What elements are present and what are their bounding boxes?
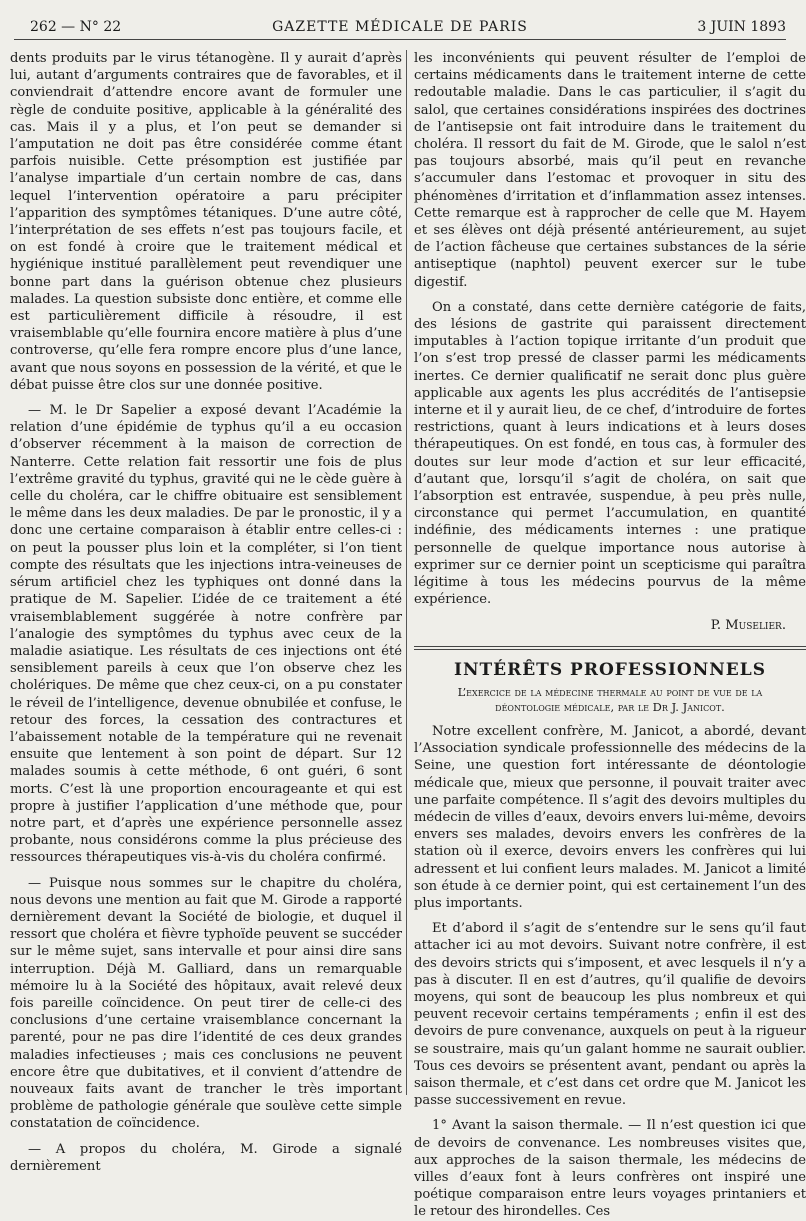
paragraph: 1° Avant la saison thermale. — Il n’est question ici que de devoirs de convenance. Les nombreuses visites que, aux approches de la saison thermale, les médecins de villes d’eaux font à leurs confrères ont inspiré une poétique comparaison entre leurs voyages printaniers et le retour des hirondelles. Ces: [414, 1118, 806, 1220]
left-column: [10, 50, 402, 1174]
page-header: [14, 14, 786, 40]
section-divider: [414, 646, 806, 650]
paragraph: Notre excellent confrère, M. Janicot, a abordé, devant l’Association syndicale professionnelle des médecins de la Seine, une question fort intéressante de déontologie médicale que, mieux que personne, il pouvait traiter avec une parfaite compétence. Il s’agit des devoirs multiples du médecin de villes d’eaux, devoirs envers lui-même, devoirs envers ses malades, devoirs envers les confrères de la station où il exerce, devoirs envers les confrères qui lui adressent et lui confient leurs malades. M. Janicot a limité son étude à ce dernier point, qui est certainement l’un des plus importants.: [414, 723, 806, 911]
article-subtitle: [414, 685, 806, 715]
subtitle-line: L’exercice de la médecine thermale au point de vue de la: [457, 684, 763, 699]
journal-title: GAZETTE MÉDICALE DE PARIS: [272, 19, 528, 35]
paragraph: les inconvénients qui peuvent résulter de l’emploi de certains médicaments dans le traitement interne de cette redoutable maladie. Dans le cas particulier, il s’agit du salol, que certaines considérations inspirées des doctrines de l’antisepsie ont fait introduire dans le traitement du choléra. Il ressort du fait de M. Girode, que le salol n’est pas toujours absorbé, mais qu’il peut en revanche s’accumuler dans l’estomac et provoquer in situ des phénomènes d’irritation et d’inflammation assez intenses. Cette remarque est à rapprocher de celle que M. Hayem et ses élèves ont déjà présenté antérieurement, au sujet de l’action fâcheuse que certaines substances de la série antiseptique (naphtol) peuvent exercer sur le tube digestif.: [414, 51, 806, 290]
section-title: INTÉRÊTS PROFESSIONNELS: [454, 659, 766, 680]
author-signature: P. Muselier.: [710, 617, 786, 633]
paragraph: — M. le Dr Sapelier a exposé devant l’Académie la relation d’une épidémie de typhus qu’il a eu occasion d’observer récemment à la maison de correction de Nanterre. Cette relation fait ressortir une fois de plus l’extrême gravité du typhus, gravité qui ne le cède guère à celle du choléra, car le chiffre obituaire est sensiblement le même dans les deux maladies. De par le pronostic, il y a donc une certaine comparaison à établir entre celles-ci : on peut la pousser plus loin et la compléter, si l’on tient compte des résultats que les injections intra-veineuses de sérum artificiel chez les typhiques ont donné dans la pratique de M. Sapelier. L’idée de ce traitement a été vraisemblablement suggérée à notre confrère par l’analogie des symptômes du typhus avec ceux de la maladie asiatique. Les résultats de ces injections ont été sensiblement pareils à ceux que l’on observe chez les cholériques. De même que chez ceux-ci, on a pu constater le réveil de l’intelligence, devenue obnubilée et confuse, le retour des forces, la cessation des contractures et l’abaissement notable de la température qui ne revenait ensuite que lentement à son point de départ. Sur 12 malades soumis à cette méthode, 6 ont guéri, 6 sont morts. C’est là une proportion encourageante et qui est propre à justifier l’application d’une méthode que, pour notre part, et d’après une expérience personnelle assez probante, nous considérons comme la plus précieuse des ressources thérapeutiques vis-à-vis du choléra confirmé.: [10, 403, 402, 866]
paragraph: — Puisque nous sommes sur le chapitre du choléra, nous devons une mention au fait que M. Girode a rapporté dernièrement devant la Société de biologie, et duquel il ressort que choléra et fièvre typhoïde peuvent se succéder sur le même sujet, sans intervalle et pour ainsi dire sans interruption. Déjà M. Galliard, dans un remarquable mémoire lu à la Société des hôpitaux, avait relevé deux fois pareille coïncidence. On peut tirer de celle-ci des conclusions d’une certaine vraisemblance concernant la parenté, pour ne pas dire l’identité de ces deux grandes maladies infectieuses ; mais ces conclusions ne peuvent encore être que dubitatives, et il convient d’attendre de nouveaux faits avant de trancher le très important problème de pathologie générale que soulève cette simple constatation de coïncidence.: [10, 875, 402, 1132]
column-divider: [406, 50, 407, 1095]
paragraph: — A propos du choléra, M. Girode a signalé dernièrement: [10, 1141, 402, 1174]
paragraph: dents produits par le virus tétanogène. Il y aurait d’après lui, autant d’arguments contraires que de favorables, et il conviendrait d’attendre encore avant de formuler une règle de conduite positive, applicable à la généralité des cas. Mais il y a plus, et l’on peut se demander si l’amputation ne doit pas être considérée comme étant parfois nuisible. Cette présomption est justifiée par l’analyse impartiale d’un certain nombre de cas, dans lequel l’intervention opératoire a paru précipiter l’apparition des symptômes tétaniques. D’une autre côté, l’interprétation de ses effets n’est pas toujours facile, et on est fondé à croire que le traitement médical et hygiénique institué parallèlement peut revendiquer une bonne part dans la guérison obtenue chez plusieurs malades. La question subsiste donc entière, et comme elle est particulièrement difficile à résoudre, il est vraisemblable qu’elle fournira encore matière à plus d’une controverse, qu’elle fera rompre encore plus d’une lance, avant que nous soyons en possession de la vérité, et que le débat puisse être clos sur une donnée positive.: [10, 51, 402, 393]
paragraph: Et d’abord il s’agit de s’entendre sur le sens qu’il faut attacher ici au mot devoirs. Suivant notre confrère, il est des devoirs stricts qui s’imposent, et avec lesquels il n’y a pas à discuter. Il en est d’autres, qu’il qualifie de devoirs moyens, qui sont de beaucoup les plus nombreux et qui peuvent recevoir certains tempéraments ; enfin il est des devoirs de pure convenance, auxquels on peut à la rigueur se soustraire, mais qu’un galant homme ne saurait oublier. Tous ces devoirs se présentent avant, pendant ou après la saison thermale, et c’est dans cet ordre que M. Janicot les passe successivement en revue.: [414, 921, 806, 1109]
subtitle-line: déontologie médicale, par le Dr J. Janicot.: [495, 699, 725, 714]
right-column: [414, 50, 806, 1220]
page-number: 262 — N° 22: [30, 19, 122, 35]
paragraph: On a constaté, dans cette dernière catégorie de faits, des lésions de gastrite qui paraissent directement imputables à l’action topique irritante d’un produit que l’on s’est trop pressé de classer parmi les médicaments inertes. Ce dernier qualificatif ne serait donc plus guère applicable aux agents les plus accrédités de l’antisepsie interne et il y aurait lieu, de ce chef, d’introduire de fortes restrictions, quant à leurs indications et à leurs doses thérapeutiques. On est fondé, en tous cas, à formuler des doutes sur leur mode d’action et sur leur efficacité, d’autant que, lorsqu’il s’agit de choléra, on sait que l’absorption est entravée, suspendue, à peu près nulle, circonstance qui permet l’accumulation, en quantité indéfinie, des médicaments internes : une pratique personnelle de quelque importance nous autorise à exprimer sur ce dernier point un scepticisme qui paraîtra légitime à tous les médecins pourvus de la même expérience.: [414, 299, 806, 608]
issue-date: 3 JUIN 1893: [697, 19, 786, 35]
